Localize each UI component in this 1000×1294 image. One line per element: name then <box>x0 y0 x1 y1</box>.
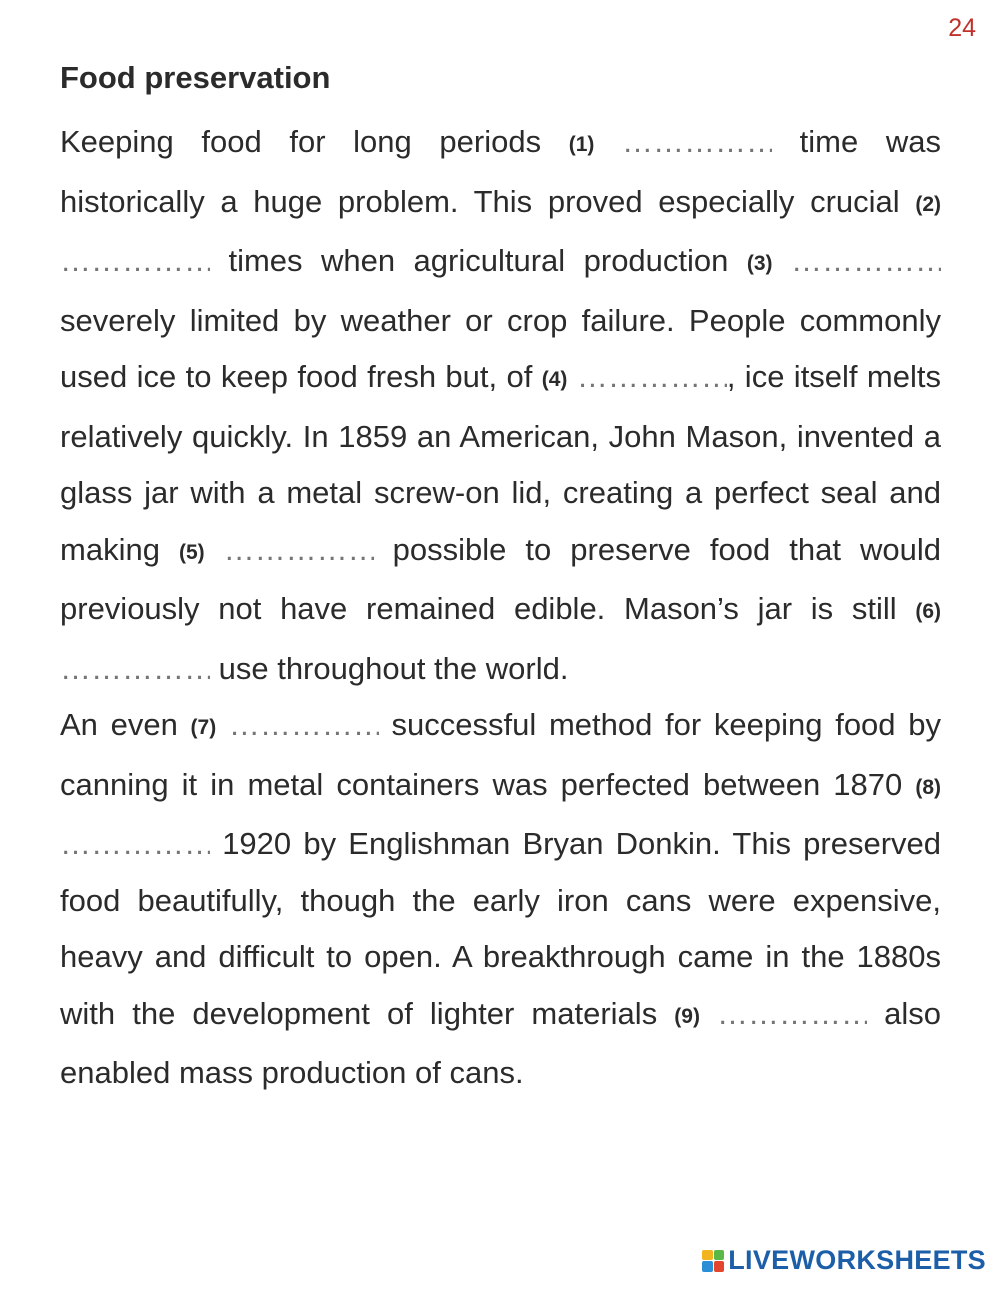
answer-blank-3[interactable] <box>791 243 941 279</box>
worksheet-content <box>60 58 941 1102</box>
text-run: also enabled mass production of cans. <box>60 995 941 1090</box>
text-run: An even <box>60 707 191 742</box>
text-run: time was historically a huge problem. This proved especially crucial <box>60 124 941 219</box>
gap-number: (9) <box>674 1004 700 1028</box>
answer-blank-6[interactable] <box>60 651 210 687</box>
text-run: successful method for keeping food by canning it in metal containers was perfected between 1870 <box>60 707 941 802</box>
gap-number: (7) <box>190 716 217 739</box>
logo-tile <box>714 1250 725 1261</box>
text-run: 1920 by Englishman Bryan Donkin. This preserved food beautifully, though the early iron cans were expensive, heavy and difficult to open. A breakthrough came in the 1880s with the development of lighter materials <box>60 826 941 1031</box>
text-run: possible to preserve food that would previously not have remained edible. Mason’s jar is still <box>60 531 941 626</box>
logo-tile <box>714 1261 725 1272</box>
text-run: use throughout the world. <box>210 650 569 686</box>
answer-blank-7[interactable] <box>229 707 379 743</box>
paragraph-2 <box>60 697 941 1102</box>
answer-blank-8[interactable] <box>60 826 210 862</box>
text-run: , ice itself melts relatively quickly. In 1859 an American, John Mason, invented a glass jar with a metal screw-on lid, creating a perfect seal and making <box>60 359 941 567</box>
logo-tile <box>702 1261 713 1272</box>
answer-blank-1[interactable] <box>622 124 772 160</box>
text-run: Keeping food for long periods <box>60 124 569 159</box>
text-run: times when agricultural production <box>210 243 747 278</box>
gap-number: (4) <box>541 368 568 391</box>
gap-number: (6) <box>915 600 941 623</box>
page-number: 24 <box>948 14 976 42</box>
gap-number: (2) <box>915 192 941 216</box>
logo-tile <box>702 1250 713 1261</box>
liveworksheets-logo <box>702 1245 986 1276</box>
text-run: severely limited by weather or crop failure. People commonly used ice to keep food fresh but, of <box>60 302 941 394</box>
answer-blank-4[interactable] <box>577 359 727 395</box>
gap-number: (1) <box>568 133 595 156</box>
page-title: Food preservation <box>60 60 331 95</box>
answer-blank-9[interactable] <box>717 996 867 1032</box>
answer-blank-2[interactable] <box>60 243 210 279</box>
gap-number: (5) <box>178 540 205 564</box>
gap-number: (3) <box>746 252 773 275</box>
logo-text: LIVEWORKSHEETS <box>728 1245 986 1275</box>
gap-number: (8) <box>915 775 941 799</box>
paragraph-1 <box>60 114 941 697</box>
logo-icon <box>702 1250 724 1272</box>
answer-blank-5[interactable] <box>224 532 374 568</box>
